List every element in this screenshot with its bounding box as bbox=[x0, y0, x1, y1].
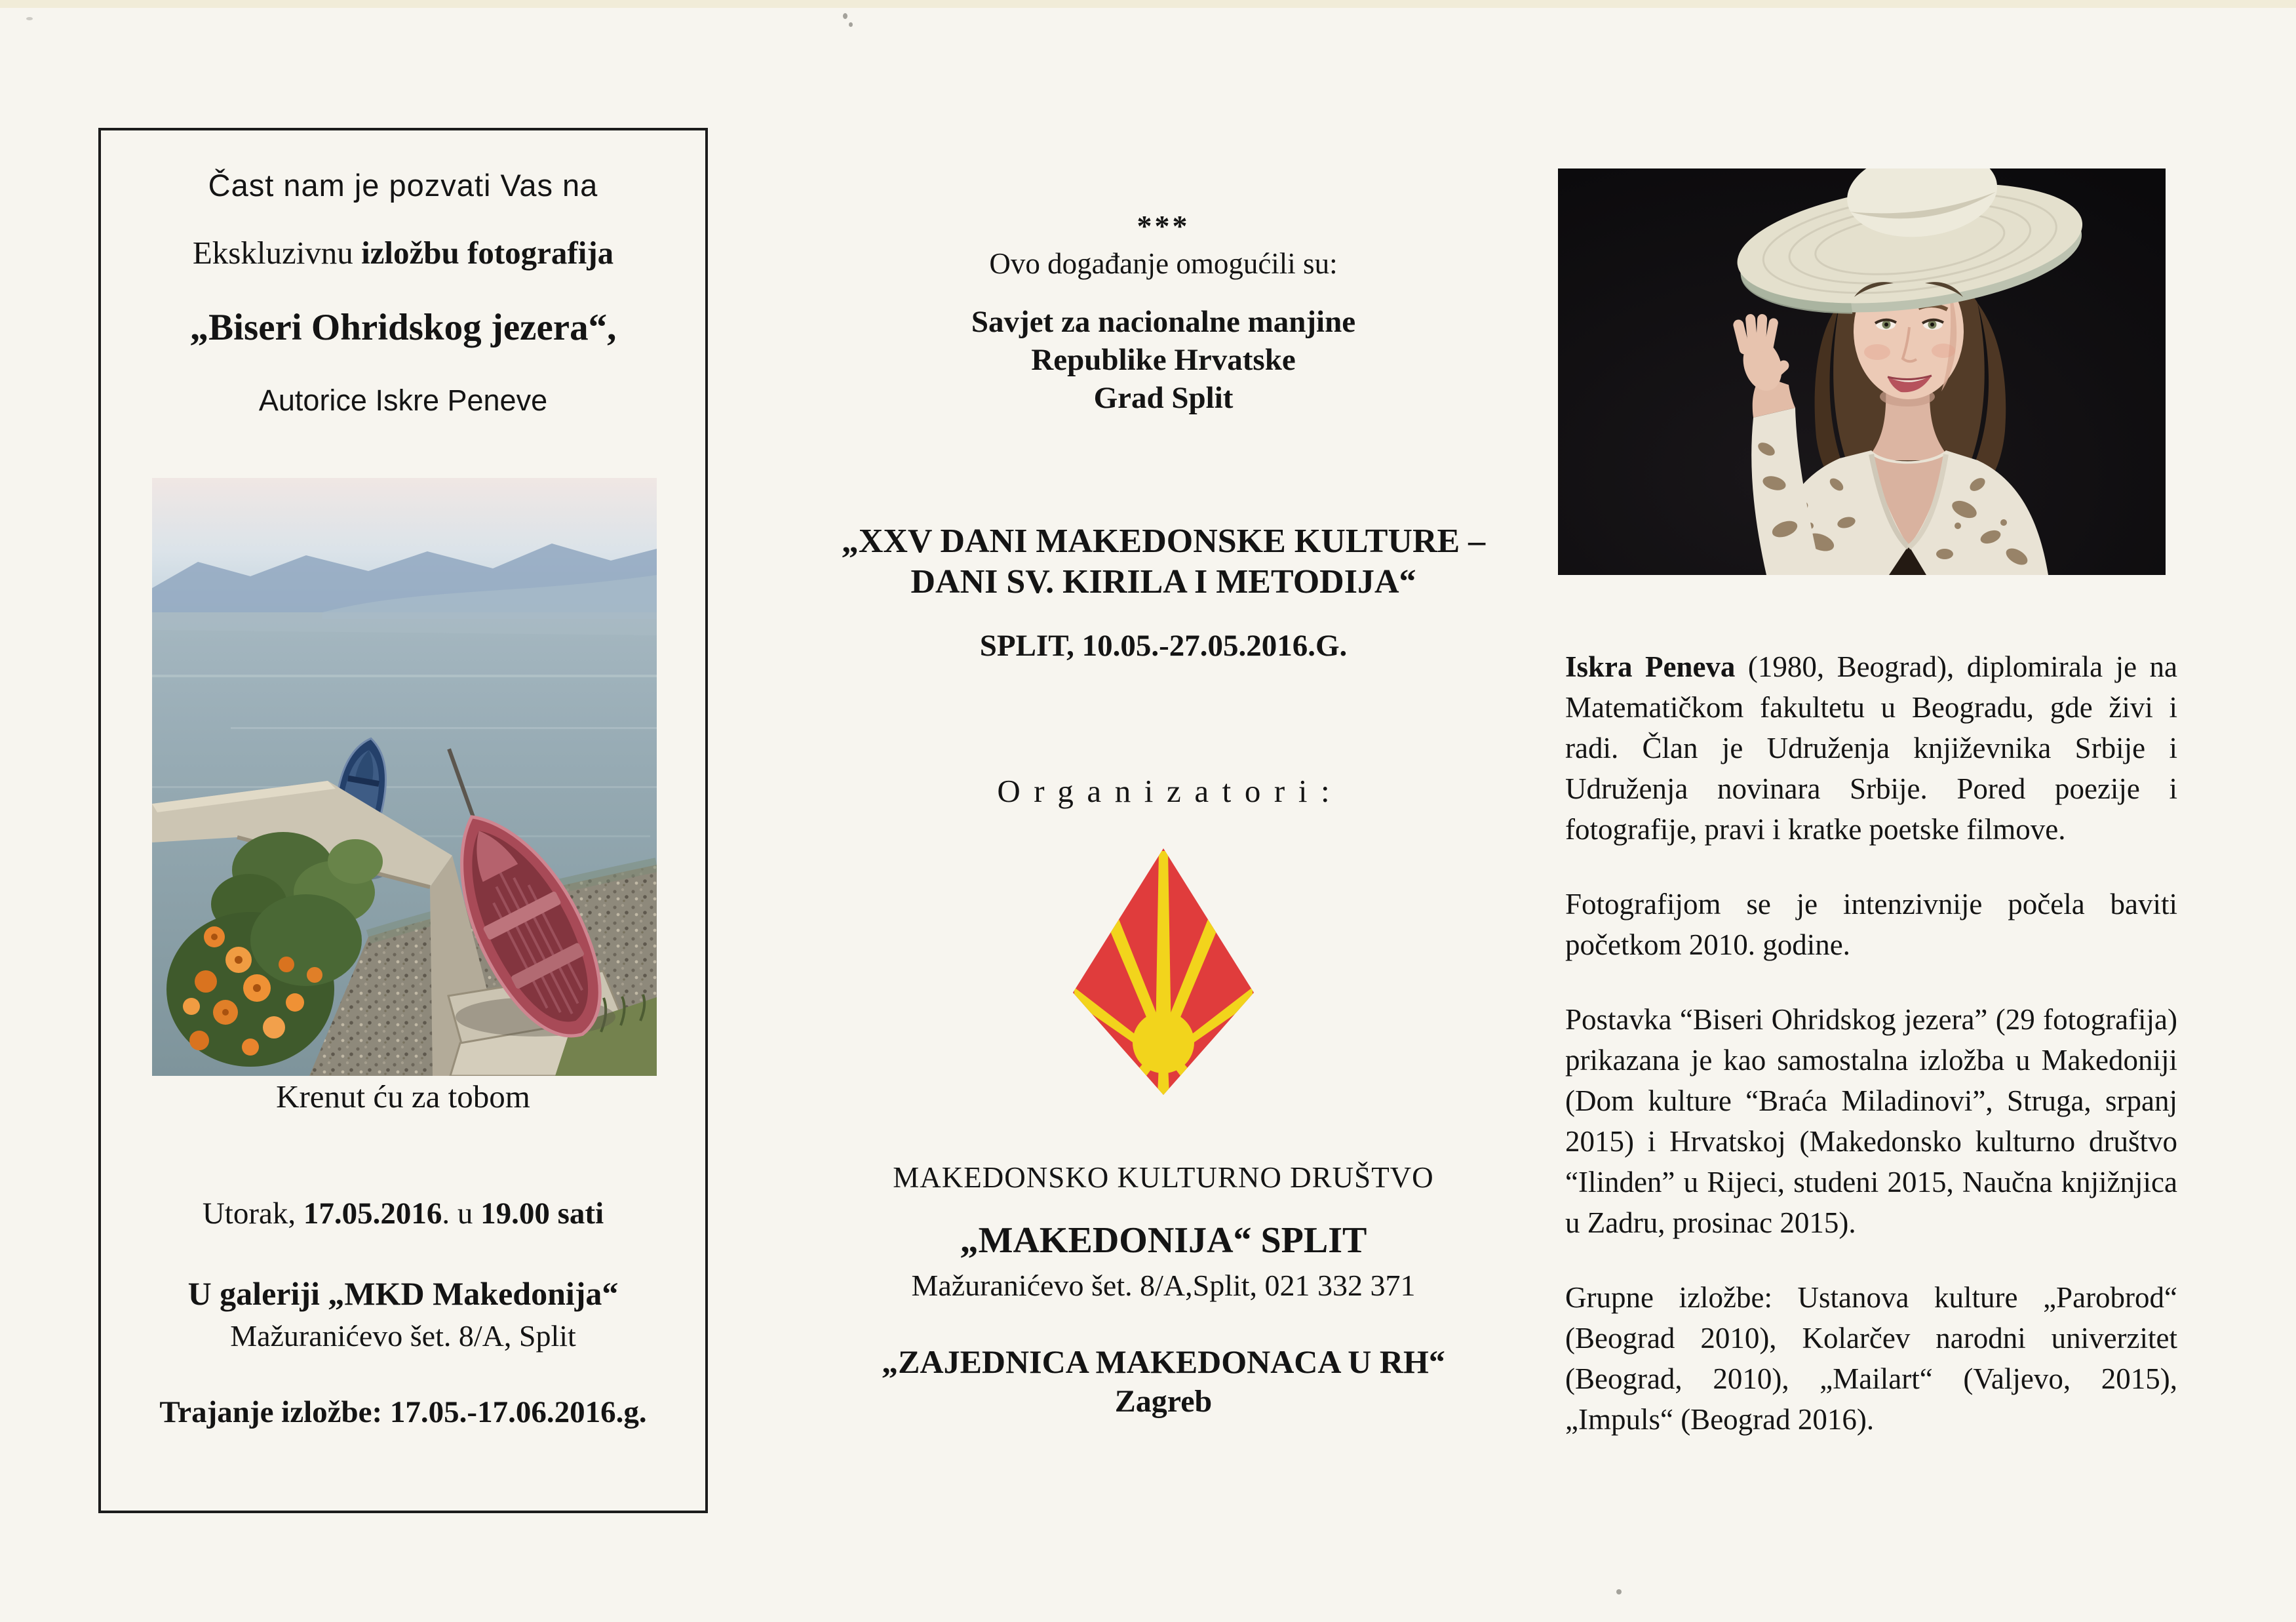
event-title-line1: „XXV DANI MAKEDONSKE KULTURE – bbox=[841, 523, 1486, 560]
author-line: Autorice Iskre Peneve bbox=[258, 384, 548, 417]
event-title-line2: DANI SV. KIRILA I METODIJA“ bbox=[910, 563, 1416, 601]
bio-paragraph-3: Postavka “Biseri Ohridskog jezera” (29 fotografija) prikazana je kao samostalna izložba u Makedoniji (Dom kulture “Braća Miladinovi”, Struga, srpanj 2015) i Hrvatskoj (Makedonsko kulturno društvo “Ilinden” u Rijeci, studeni 2015, Naučna knjižnjica u Zadru, prosinac 2015). bbox=[1565, 1003, 2177, 1239]
scan-speck bbox=[1616, 1589, 1622, 1594]
event-title bbox=[770, 521, 1557, 603]
sponsor-line: Grad Split bbox=[1093, 381, 1234, 415]
bio-paragraph-2: Fotografijom se je intenzivnije počela baviti početkom 2010. godine. bbox=[1565, 888, 2177, 961]
portrait-illustration bbox=[1558, 168, 2166, 575]
stars-separator: *** bbox=[1137, 209, 1190, 243]
exhibition-type-regular: Ekskluzivnu bbox=[192, 235, 362, 271]
sponsor-line: Savjet za nacionalne manjine bbox=[971, 305, 1356, 339]
lake-ohrid-boats-photo bbox=[152, 478, 657, 1076]
exhibition-type-bold: izložbu fotografija bbox=[361, 235, 614, 271]
community-city-line: Zagreb bbox=[1114, 1384, 1213, 1419]
bio-paragraph-4: Grupne izložbe: Ustanova kulture „Parobrod“ (Beograd 2010), Kolarčev narodni univerzitet (Beograd, 2010), „Mailart“ (Valjevo, 2015), „Impuls“ (Beograd 2016). bbox=[1565, 1281, 2177, 1436]
date-regular-2: . u bbox=[442, 1197, 481, 1231]
organizers-label: Organizatori: bbox=[997, 773, 1344, 809]
society-type-line: MAKEDONSKO KULTURNO DRUŠTVO bbox=[893, 1161, 1434, 1194]
bio-paragraph-1 bbox=[1565, 646, 2177, 850]
event-info-panel bbox=[770, 0, 1557, 1622]
invitation-line: Čast nam je pozvati Vas na bbox=[208, 168, 598, 203]
date-bold-2: 19.00 sati bbox=[480, 1197, 604, 1231]
enabled-by-line: Ovo događanje omogućili su: bbox=[989, 247, 1338, 280]
date-regular-1: Utorak, bbox=[202, 1197, 303, 1231]
exhibition-duration-line: Trajanje izložbe: 17.05.-17.06.2016.g. bbox=[159, 1395, 647, 1429]
bio-name-bold: Iskra Peneva bbox=[1565, 650, 1736, 683]
exhibition-type-line bbox=[101, 234, 705, 271]
gallery-address-line: Mažuranićevo šet. 8/A, Split bbox=[230, 1319, 576, 1353]
society-name-line: „MAKEDONIJA“ SPLIT bbox=[960, 1220, 1367, 1261]
iskra-peneva-portrait-photo bbox=[1558, 168, 2166, 575]
community-name-line: „ZAJEDNICA MAKEDONACA U RH“ bbox=[882, 1343, 1445, 1380]
event-dates-line: SPLIT, 10.05.-27.05.2016.G. bbox=[979, 629, 1348, 663]
society-address-line: Mažuranićevo šet. 8/A,Split, 021 332 371 bbox=[911, 1269, 1416, 1302]
bio-paragraph-1-rest: (1980, Beograd), diplomirala je na Matematičkom fakultetu u Beogradu, gde živi i radi. Član je Udruženja književnika Srbije i Udruženja novinara Srbije. Pored poezije i fotografije, pravi i kratke poetske filmove. bbox=[1565, 650, 2177, 846]
photo-caption-line: Krenut ću za tobom bbox=[276, 1078, 530, 1115]
mkd-makedonija-logo bbox=[1072, 847, 1255, 1096]
gallery-line: U galeriji „MKD Makedonija“ bbox=[187, 1275, 619, 1312]
sponsor-line: Republike Hrvatske bbox=[1031, 343, 1296, 377]
sponsors-block bbox=[770, 303, 1557, 417]
opening-date-line bbox=[101, 1196, 705, 1231]
macedonian-sun-kite-logo bbox=[1072, 847, 1255, 1096]
scan-speck bbox=[26, 17, 33, 20]
lake-photo-illustration bbox=[152, 478, 657, 1076]
invitation-panel bbox=[98, 128, 708, 1513]
biography-text bbox=[1565, 646, 2177, 1474]
exhibition-title: „Biseri Ohridskog jezera“, bbox=[189, 307, 617, 348]
date-bold-1: 17.05.2016 bbox=[303, 1197, 442, 1231]
